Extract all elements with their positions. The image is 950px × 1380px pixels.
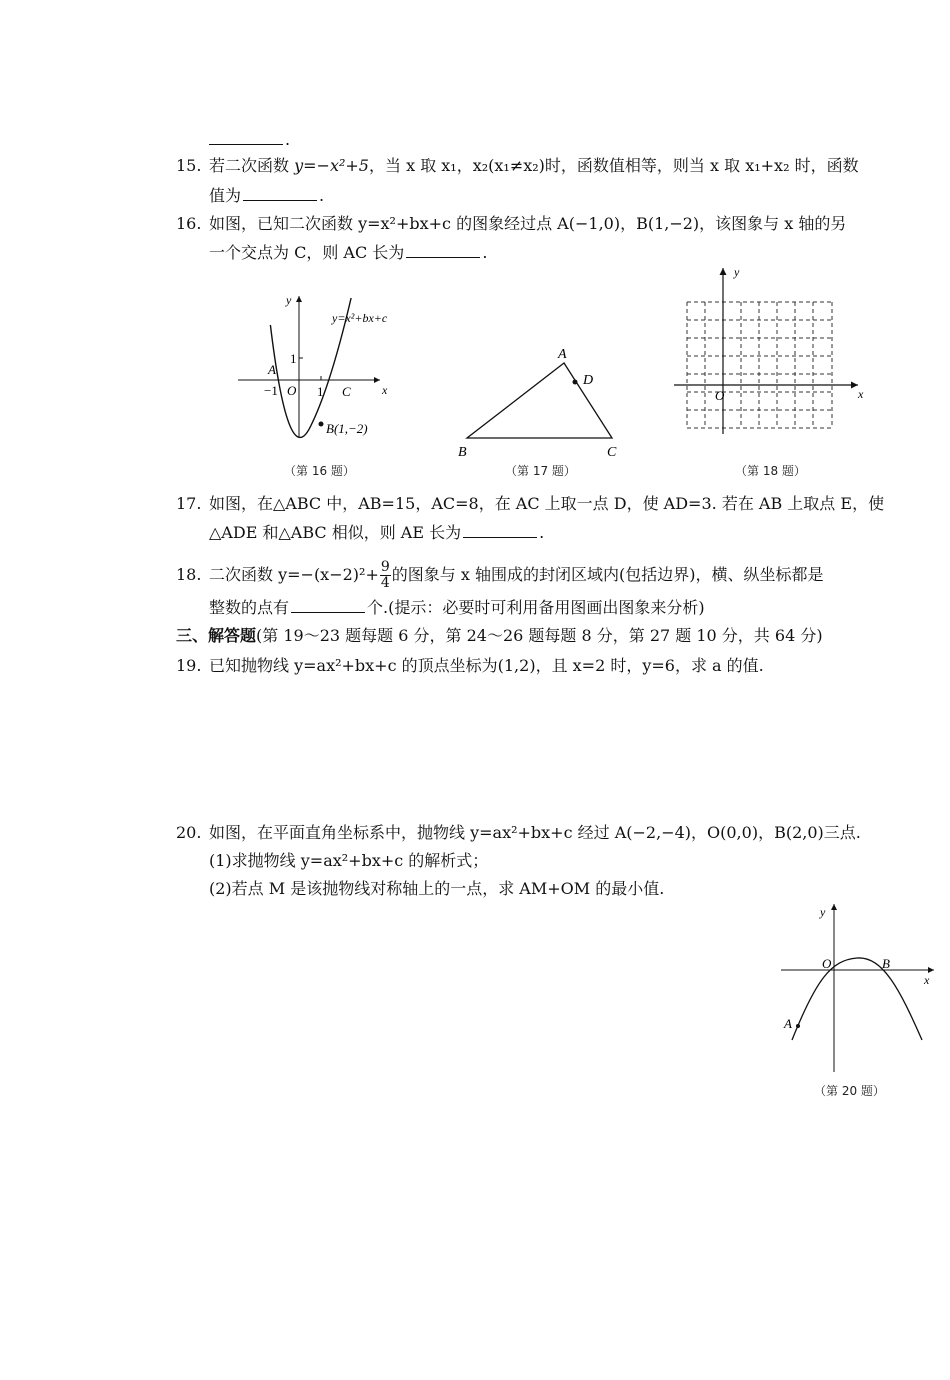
label-a: A (558, 347, 567, 362)
q17-line2 (209, 523, 544, 543)
q15-number: 15. (176, 156, 202, 175)
q15-func: y=−x²+5 (294, 156, 369, 175)
section-3-heading (176, 626, 823, 646)
frac-num: 9 (380, 559, 390, 575)
caption-17: （第 17 题） (505, 464, 576, 478)
x-label: x (382, 383, 388, 397)
q16-end: . (482, 243, 488, 262)
figure-16 (230, 288, 420, 448)
q18-number: 18. (176, 565, 202, 584)
q15-text-a: 若二次函数 (209, 156, 290, 175)
label-neg1: −1 (264, 383, 278, 398)
caption-16: （第 16 题） (284, 464, 355, 478)
answer-blank (243, 186, 317, 201)
q15-line1: 15. 若二次函数 y=−x²+5，当 x 取 x₁，x₂(x₁≠x₂)时，函数值相等，则当 x 取 x₁+x₂ 时，函数 (176, 156, 859, 175)
q20-part1-text: (1)求抛物线 y=ax²+bx+c 的解析式； (209, 851, 489, 870)
point-d (573, 380, 578, 385)
q18-text-a: 二次函数 y=−(x−2)²+ (209, 565, 379, 584)
q18-line2 (209, 598, 705, 618)
parabola-curve (792, 941, 922, 1040)
x-label: x (858, 387, 864, 401)
label-a: A (784, 1016, 792, 1031)
q20-text: 如图，在平面直角坐标系中，抛物线 y=ax²+bx+c 经过 A(−2,−4)，O(0,0)，B(2,0)三点. (209, 823, 861, 842)
q16-text-a: 如图，已知二次函数 y=x²+bx+c 的图象经过点 A(−1,0)，B(1,−2)，该图象与 x 轴的另 (209, 214, 847, 233)
q15-text-c: 值为 (209, 186, 242, 205)
point-b (319, 422, 324, 427)
q14-tail (209, 130, 290, 150)
figure-18 (672, 262, 872, 437)
q17-line1 (176, 494, 884, 514)
q17-text-b: △ADE 和△ABC 相似，则 AE 长为 (209, 523, 462, 542)
q14-end: . (285, 130, 291, 149)
figure-20 (776, 900, 941, 1075)
figure-17 (450, 340, 630, 465)
q17-text-a: 如图，在△ABC 中，AB=15，AC=8，在 AC 上取一点 D，使 AD=3. 若在 AB 上取点 E，使 (209, 494, 885, 513)
label-o: O (822, 956, 832, 971)
q16-number: 16. (176, 214, 202, 233)
q15-end: . (319, 186, 325, 205)
q20-number: 20. (176, 823, 202, 842)
point-a (796, 1024, 800, 1028)
label-1x: 1 (317, 384, 324, 399)
y-label: y (820, 905, 826, 919)
q18-text-b: 的图象与 x 轴围成的封闭区域内(包括边界)，横、纵坐标都是 (391, 565, 824, 584)
section-title: 三、解答题 (176, 626, 257, 645)
q20-part2-text: (2)若点 M 是该抛物线对称轴上的一点，求 AM+OM 的最小值. (209, 879, 665, 898)
q18-line1 (176, 560, 823, 591)
q19-number: 19. (176, 656, 202, 675)
q18-text-d: 个.(提示：必要时可利用备用图画出图象来分析) (367, 598, 705, 617)
label-c: C (342, 384, 351, 399)
caption-20: （第 20 题） (814, 1084, 885, 1098)
q17-end: . (539, 523, 545, 542)
answer-blank (209, 130, 283, 145)
answer-blank (406, 243, 480, 258)
label-b: B(1,−2) (326, 421, 368, 436)
q17-number: 17. (176, 494, 202, 513)
curve-label: y=x²+bx+c (332, 311, 388, 325)
q16-line2 (209, 243, 487, 263)
answer-blank (463, 523, 537, 538)
frac-den: 4 (380, 575, 390, 591)
label-o: O (715, 388, 725, 403)
q20-part1 (209, 851, 488, 871)
label-d: D (583, 373, 594, 388)
fraction-9-4 (380, 560, 391, 591)
q15-line2 (209, 186, 324, 206)
y-label: y (286, 293, 292, 307)
label-o: O (287, 383, 297, 398)
q19-line (176, 656, 764, 676)
dashed-grid (687, 302, 832, 428)
section-note: (第 19～23 题每题 6 分，第 24～26 题每题 8 分，第 27 题 10 分，共 64 分) (256, 626, 823, 645)
q20-line1 (176, 823, 861, 843)
label-b: B (458, 445, 467, 460)
caption-18: （第 18 题） (735, 464, 806, 478)
q18-text-c: 整数的点有 (209, 598, 290, 617)
label-1y: 1 (290, 351, 297, 366)
q19-text: 已知抛物线 y=ax²+bx+c 的顶点坐标为(1,2)，且 x=2 时，y=6，求 a 的值. (209, 656, 764, 675)
q20-part2 (209, 879, 664, 899)
q15-text-b: 当 x 取 x₁，x₂(x₁≠x₂)时，函数值相等，则当 x 取 x₁+x₂ 时，函数 (385, 156, 859, 175)
label-b: B (882, 956, 890, 971)
q16-text-b: 一个交点为 C，则 AC 长为 (209, 243, 405, 262)
label-c: C (607, 445, 617, 460)
y-label: y (734, 265, 740, 279)
label-a: A (268, 362, 276, 377)
x-label: x (924, 973, 930, 987)
q16-line1 (176, 214, 846, 234)
answer-blank (291, 598, 365, 613)
